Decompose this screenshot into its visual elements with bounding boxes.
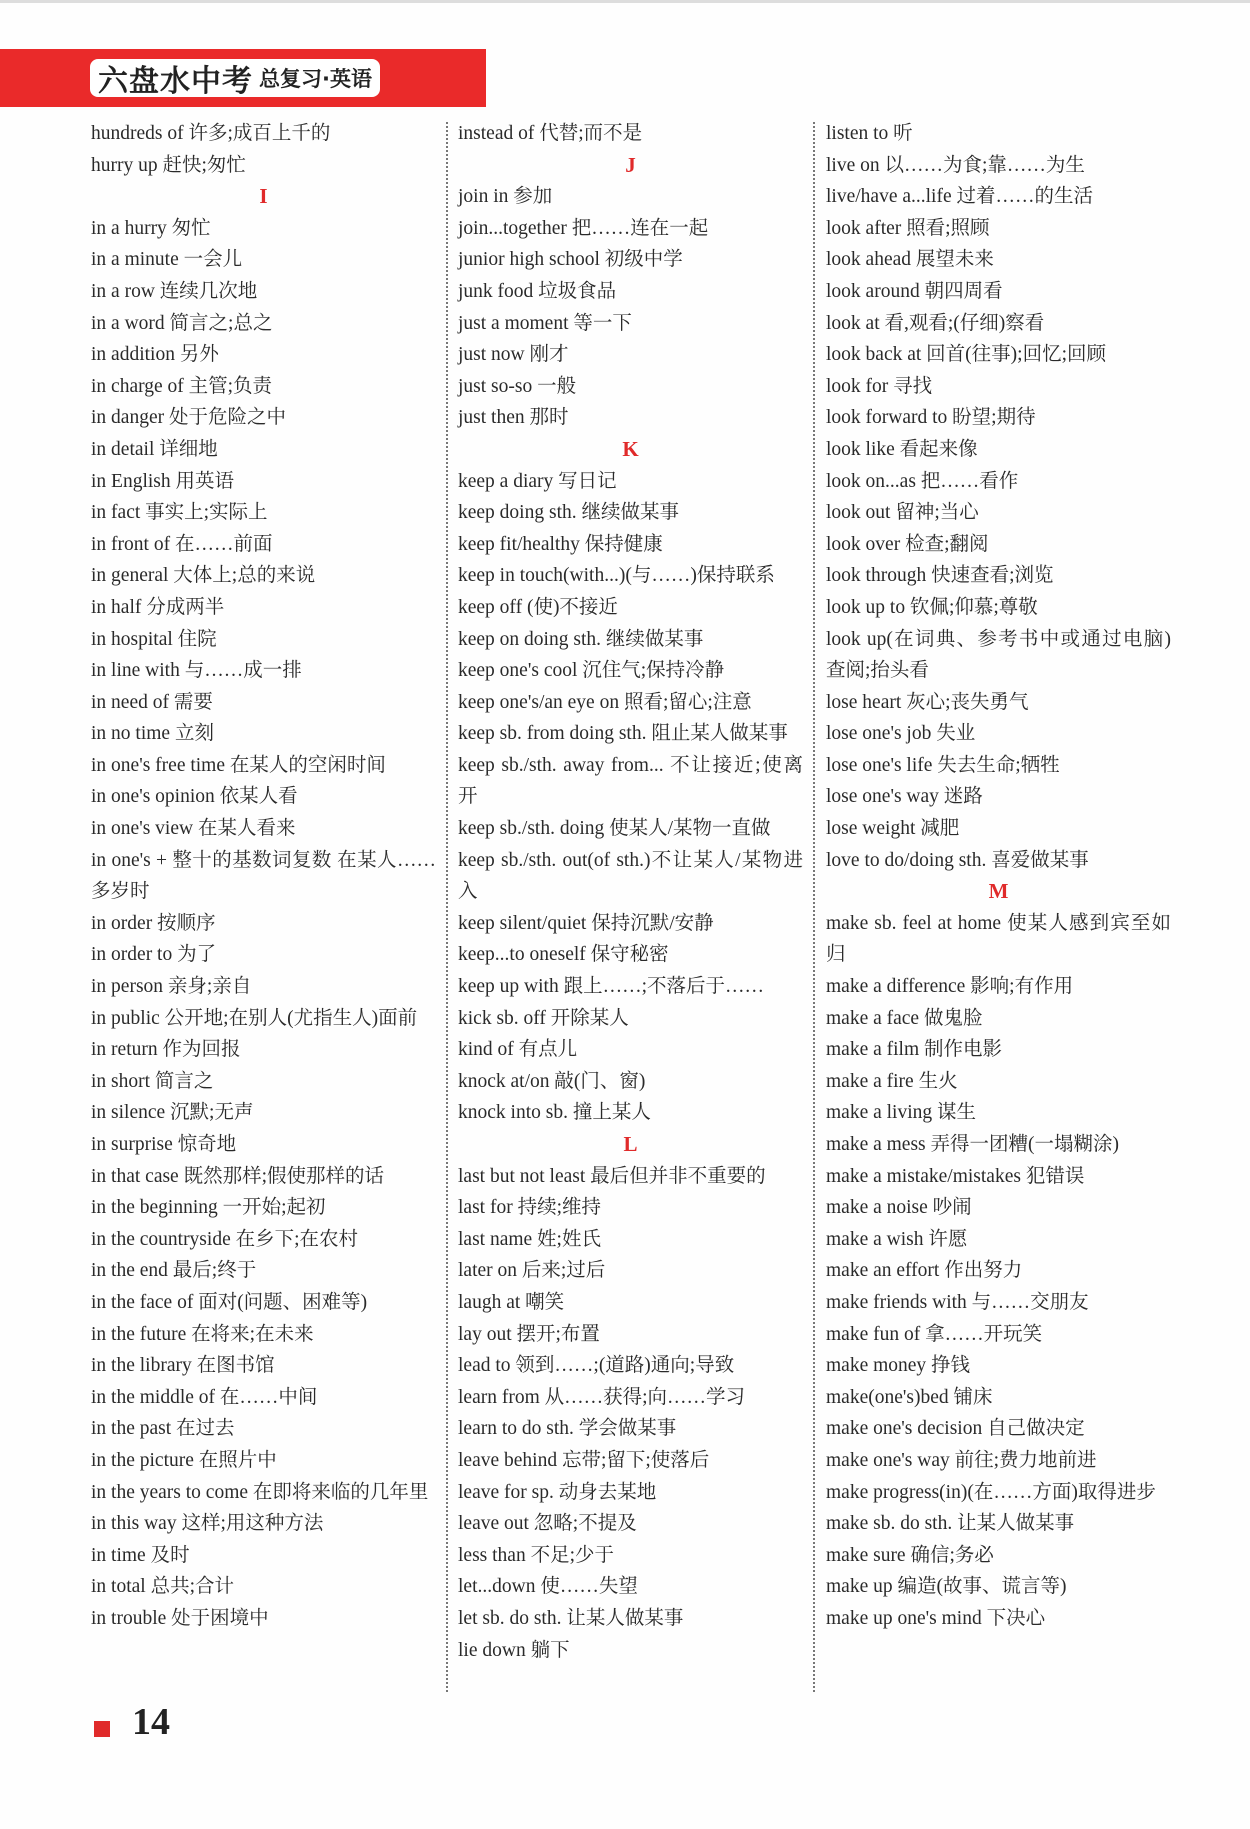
section-letter: I [259, 184, 268, 209]
phrase-entry: make a fire 生火 [826, 1070, 958, 1092]
phrase-entry: keep one's/an eye on 照看;留心;注意 [458, 691, 752, 713]
phrase-entry: knock into sb. 撞上某人 [458, 1102, 651, 1124]
phrase-entry: keep sb./sth. away from... 不让接近;使离开 [458, 754, 803, 808]
phrase-entry: look ahead 展望未来 [826, 249, 994, 271]
phrase-entry: in front of 在……前面 [91, 533, 273, 555]
phrase-entry: lay out 摆开;布置 [458, 1323, 600, 1345]
book-title: 六盘水中考 [98, 64, 253, 99]
phrase-entry: make sb. feel at home 使某人感到宾至如归 [826, 912, 1171, 966]
phrase-entry: keep doing sth. 继续做某事 [458, 502, 679, 524]
phrase-entry: in surprise 惊奇地 [91, 1134, 237, 1155]
phrase-entry: in trouble 处于困境中 [91, 1607, 269, 1629]
phrase-entry: just then 那时 [458, 407, 569, 429]
phrase-entry: keep fit/healthy 保持健康 [458, 533, 663, 555]
phrase-entry: in return 作为回报 [91, 1039, 241, 1061]
phrase-entry: in the beginning 一开始;起初 [91, 1197, 326, 1219]
phrase-entry: lie down 躺下 [458, 1639, 570, 1661]
phrase-entry: in person 亲身;亲自 [91, 976, 252, 998]
phrase-entry: in a hurry 匆忙 [91, 217, 211, 239]
phrase-entry: look up to 钦佩;仰慕;尊敬 [826, 596, 1038, 618]
phrase-entry: let...down 使……失望 [458, 1576, 638, 1598]
phrase-entry: kick sb. off 开除某人 [458, 1007, 629, 1029]
phrase-entry: make a mess 弄得一团糟(一塌糊涂) [826, 1134, 1119, 1155]
phrase-entry: in the end 最后;终于 [91, 1260, 257, 1282]
phrase-entry: look over 检查;翻阅 [826, 533, 989, 555]
phrase-entry: in fact 事实上;实际上 [91, 502, 268, 524]
column-divider [446, 122, 448, 1692]
phrase-entry: make a noise 吵闹 [826, 1197, 972, 1219]
phrase-entry: just a moment 等一下 [458, 312, 632, 334]
phrase-entry: lose one's life 失去生命;牺牲 [826, 754, 1060, 776]
phrase-entry: in public 公开地;在别人(尤指生人)面前 [91, 1007, 418, 1029]
section-letter: J [625, 152, 636, 177]
phrase-entry: make(one's)bed 铺床 [826, 1386, 993, 1408]
phrase-entry: in the years to come 在即将来临的几年里 [91, 1481, 429, 1503]
phrase-entry: kind of 有点儿 [458, 1039, 578, 1061]
phrase-entry: in hospital 住院 [91, 628, 217, 650]
phrase-entry: in short 简言之 [91, 1070, 214, 1092]
phrase-entry: keep a diary 写日记 [458, 470, 617, 492]
phrase-entry: in a word 简言之;总之 [91, 312, 273, 334]
phrase-entry: in silence 沉默;无声 [91, 1102, 254, 1124]
phrase-entry: look like 看起来像 [826, 438, 978, 460]
phrase-entry: look on...as 把……看作 [826, 470, 1019, 492]
phrase-entry: last name 姓;姓氏 [458, 1228, 601, 1250]
phrase-entry: junior high school 初级中学 [458, 249, 683, 271]
phrase-entry: make up 编造(故事、谎言等) [826, 1576, 1067, 1598]
page-number: 14 [132, 1701, 170, 1743]
phrase-entry: in order to 为了 [91, 944, 217, 966]
phrase-entry: in time 及时 [91, 1544, 190, 1566]
phrase-entry: in the future 在将来;在未来 [91, 1323, 314, 1345]
phrase-entry: leave behind 忘带;留下;使落后 [458, 1449, 710, 1471]
phrase-entry: in order 按顺序 [91, 912, 216, 934]
phrase-entry: look forward to 盼望;期待 [826, 407, 1036, 429]
phrase-entry: in addition 另外 [91, 344, 219, 366]
phrase-entry: lose heart 灰心;丧失勇气 [826, 691, 1029, 713]
phrase-entry: laugh at 嘲笑 [458, 1291, 565, 1313]
phrase-entry: make up one's mind 下决心 [826, 1607, 1046, 1629]
phrase-entry: look at 看,观看;(仔细)察看 [826, 312, 1045, 334]
phrase-entry: make a difference 影响;有作用 [826, 976, 1074, 998]
phrase-entry: make sure 确信;务必 [826, 1544, 994, 1566]
phrase-entry: make a living 谋生 [826, 1102, 977, 1124]
phrase-entry: make sb. do sth. 让某人做某事 [826, 1513, 1075, 1535]
phrase-entry: love to do/doing sth. 喜爱做某事 [826, 849, 1089, 871]
phrase-entry: keep on doing sth. 继续做某事 [458, 628, 704, 650]
phrase-entry: knock at/on 敲(门、窗) [458, 1070, 646, 1092]
phrase-entry: keep sb./sth. out(of sth.)不让某人/某物进入 [458, 849, 803, 903]
phrase-entry: in the past 在过去 [91, 1418, 235, 1440]
phrase-entry: keep sb./sth. doing 使某人/某物一直做 [458, 818, 771, 840]
phrase-entry: in this way 这样;用这种方法 [91, 1513, 324, 1535]
phrase-entry: make one's decision 自己做决定 [826, 1418, 1085, 1440]
top-border [0, 0, 1250, 3]
phrase-entry: keep off (使)不接近 [458, 596, 618, 618]
phrase-entry: make money 挣钱 [826, 1355, 971, 1377]
phrase-entry: hundreds of 许多;成百上千的 [91, 123, 331, 144]
phrase-entry: look out 留神;当心 [826, 502, 979, 524]
section-letter: M [988, 879, 1009, 904]
phrase-entry: lose one's job 失业 [826, 723, 976, 745]
phrase-entry: let sb. do sth. 让某人做某事 [458, 1607, 684, 1629]
phrase-entry: make a mistake/mistakes 犯错误 [826, 1165, 1085, 1187]
phrase-entry: keep sb. from doing sth. 阻止某人做某事 [458, 723, 788, 745]
phrase-entry: in the countryside 在乡下;在农村 [91, 1228, 359, 1250]
phrase-entry: make a face 做鬼脸 [826, 1007, 983, 1029]
column-divider [813, 122, 815, 1692]
phrase-entry: in charge of 主管;负责 [91, 375, 273, 397]
header-banner [0, 49, 486, 107]
phrase-entry: last for 持续;维持 [458, 1197, 601, 1219]
phrase-entry: in the picture 在照片中 [91, 1449, 277, 1471]
phrase-entry: live on 以……为食;靠……为生 [826, 154, 1085, 176]
phrase-entry: look around 朝四周看 [826, 280, 1003, 302]
phrase-entry: just so-so 一般 [458, 375, 577, 397]
phrase-entry: keep up with 跟上……;不落后于…… [458, 976, 765, 998]
phrase-entry: in half 分成两半 [91, 596, 225, 618]
phrase-entry: make friends with 与……交朋友 [826, 1291, 1089, 1313]
phrase-entry: in one's opinion 依某人看 [91, 786, 298, 808]
phrase-entry: in one's view 在某人看来 [91, 818, 296, 840]
phrase-entry: later on 后来;过后 [458, 1260, 606, 1282]
phrase-entry: in total 总共;合计 [91, 1576, 234, 1598]
phrase-entry: just now 刚才 [458, 344, 569, 366]
phrase-entry: live/have a...life 过着……的生活 [826, 186, 1093, 208]
phrase-entry: lose weight 减肥 [826, 818, 960, 840]
phrase-entry: in the middle of 在……中间 [91, 1386, 318, 1408]
phrase-entry: lose one's way 迷路 [826, 786, 983, 808]
phrase-entry: keep in touch(with...)(与……)保持联系 [458, 565, 775, 587]
phrase-entry: less than 不足;少于 [458, 1544, 614, 1566]
column-3 [826, 118, 1171, 1635]
phrase-entry: keep one's cool 沉住气;保持冷静 [458, 660, 725, 682]
column-1 [91, 118, 436, 1635]
phrase-entry: lead to 领到……;(道路)通向;导致 [458, 1355, 735, 1377]
page-number-marker [94, 1721, 110, 1737]
phrase-entry: in general 大体上;总的来说 [91, 565, 316, 587]
phrase-entry: in no time 立刻 [91, 723, 214, 745]
header-title-box [90, 59, 380, 97]
phrase-entry: hurry up 赶快;匆忙 [91, 154, 246, 176]
phrase-entry: in line with 与……成一排 [91, 660, 302, 682]
phrase-entry: make progress(in)(在……方面)取得进步 [826, 1481, 1156, 1503]
phrase-entry: learn to do sth. 学会做某事 [458, 1418, 677, 1440]
phrase-entry: look back at 回首(往事);回忆;回顾 [826, 344, 1106, 366]
phrase-entry: in the library 在图书馆 [91, 1355, 275, 1377]
phrase-entry: make fun of 拿……开玩笑 [826, 1323, 1043, 1345]
phrase-entry: make an effort 作出努力 [826, 1260, 1023, 1282]
phrase-entry: leave for sp. 动身去某地 [458, 1481, 657, 1503]
phrase-entry: join...together 把……连在一起 [458, 217, 709, 239]
phrase-entry: in a minute 一会儿 [91, 249, 243, 271]
phrase-entry: learn from 从……获得;向……学习 [458, 1386, 746, 1408]
phrase-entry: in a row 连续几次地 [91, 280, 258, 302]
phrase-entry: in detail 详细地 [91, 438, 218, 460]
phrase-entry: junk food 垃圾食品 [458, 280, 617, 302]
phrase-entry: look through 快速查看;浏览 [826, 565, 1054, 587]
phrase-entry: make a wish 许愿 [826, 1228, 968, 1250]
phrase-entry: make a film 制作电影 [826, 1039, 1003, 1061]
phrase-entry: in one's + 整十的基数词复数 在某人……多岁时 [91, 849, 436, 903]
phrase-entry: make one's way 前往;费力地前进 [826, 1449, 1097, 1471]
phrase-entry: last but not least 最后但并非不重要的 [458, 1165, 766, 1187]
phrase-entry: keep silent/quiet 保持沉默/安静 [458, 912, 714, 934]
phrase-entry: look for 寻找 [826, 375, 933, 397]
phrase-entry: look up(在词典、参考书中或通过电脑)查阅;抬头看 [826, 628, 1171, 682]
phrase-entry: listen to 听 [826, 123, 913, 144]
phrase-entry: in English 用英语 [91, 470, 235, 492]
phrase-entry: join in 参加 [458, 186, 553, 208]
phrase-entry: in need of 需要 [91, 691, 213, 713]
phrase-entry: instead of 代替;而不是 [458, 123, 643, 144]
phrase-entry: leave out 忽略;不提及 [458, 1513, 637, 1535]
phrase-entry: in that case 既然那样;假使那样的话 [91, 1165, 385, 1187]
section-letter: L [623, 1132, 638, 1156]
phrase-entry: look after 照看;照顾 [826, 217, 990, 239]
phrase-entry: keep...to oneself 保守秘密 [458, 944, 669, 966]
column-2 [458, 118, 803, 1666]
phrase-entry: in one's free time 在某人的空闲时间 [91, 754, 386, 776]
book-subtitle: 总复习·英语 [259, 67, 372, 91]
phrase-entry: in danger 处于危险之中 [91, 407, 286, 429]
phrase-entry: in the face of 面对(问题、困难等) [91, 1291, 368, 1313]
section-letter: K [622, 436, 639, 461]
